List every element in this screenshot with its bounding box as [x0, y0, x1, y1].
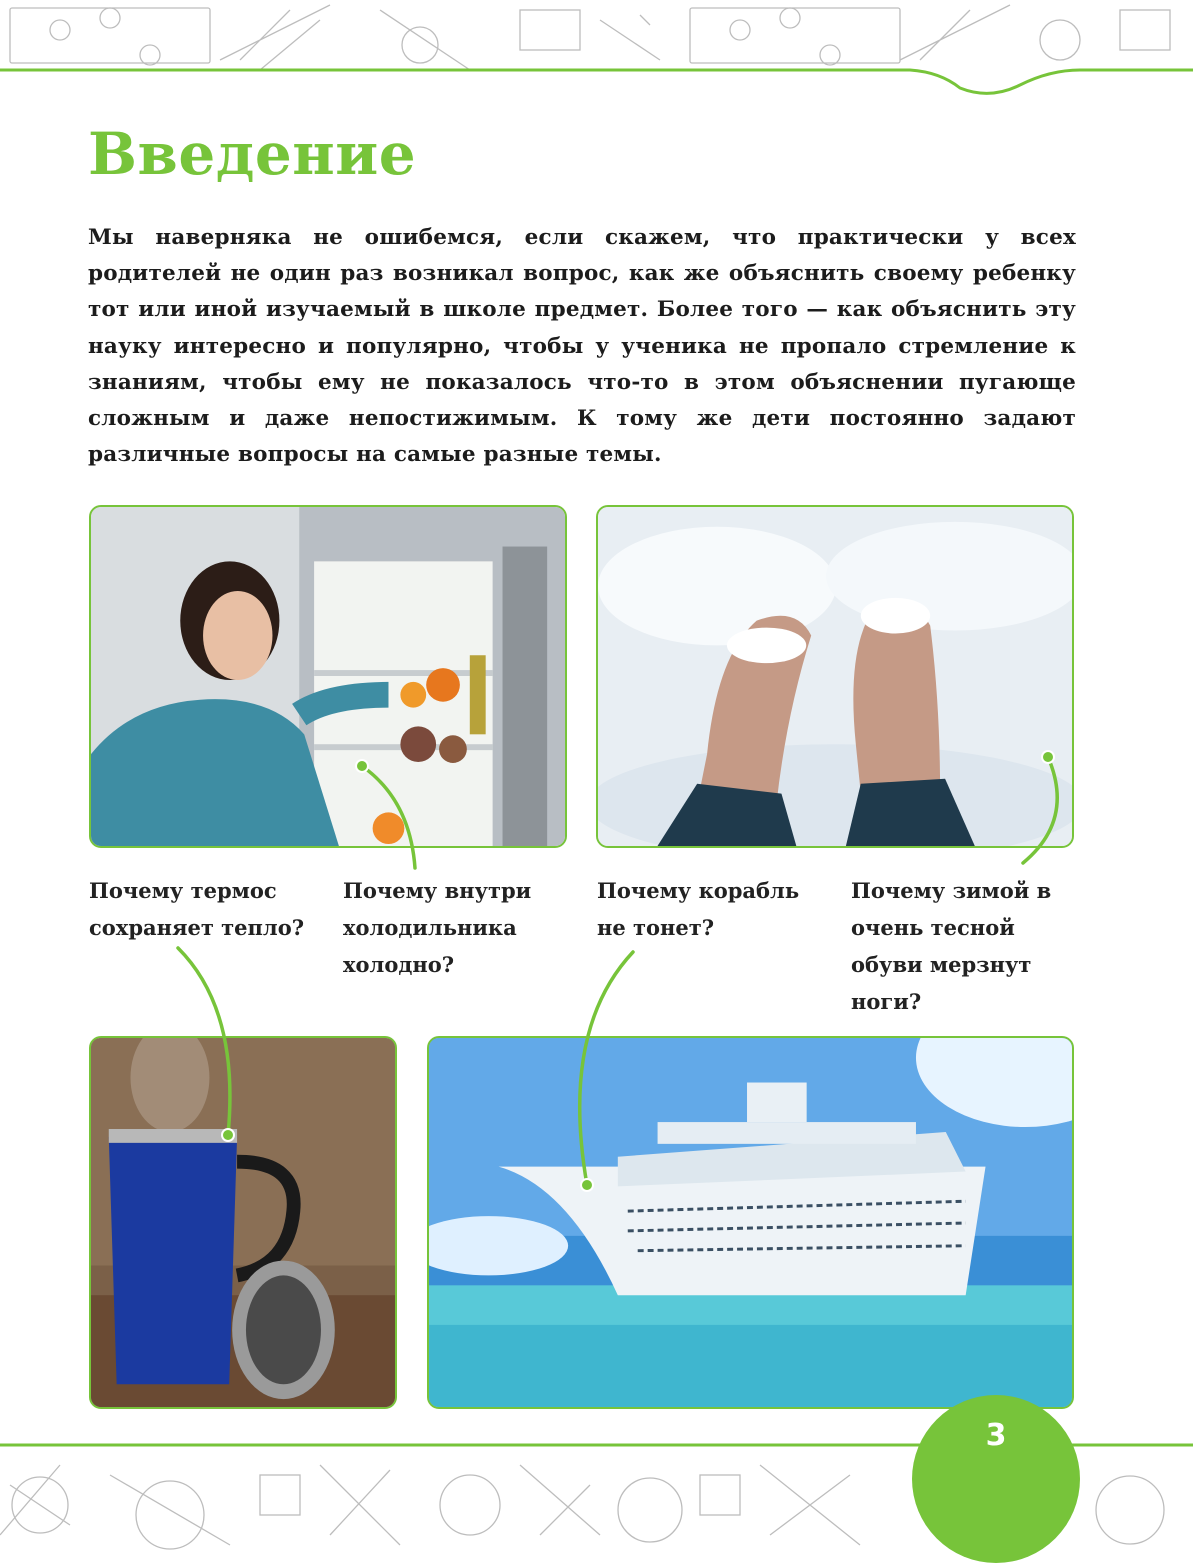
question-thermos: Почему термос сохраняет тепло? [89, 878, 305, 940]
snow-boots-photo [596, 505, 1074, 848]
question-ship: Почему корабль не тонет? [597, 878, 800, 940]
top-decorative-band [0, 0, 1193, 95]
fridge-photo [89, 505, 567, 848]
page-title: Введение [88, 120, 417, 188]
cruise-ship-photo [427, 1036, 1074, 1409]
thermos-photo [89, 1036, 397, 1409]
page-number: 3 [985, 1418, 1007, 1453]
question-winter: Почему зимой в очень тесной обуви мерзнут ноги? [851, 878, 1052, 1014]
intro-paragraph: Мы наверняка не ошибемся, если скажем, что практически у всех родителей не один раз возникал вопрос, как же объяснить своему ребенку тот или иной изучаемый в школе предмет. Более того — как объяснить эту науку интересно и популярно, чтобы у ученика не пропало стремление к знаниям, чтобы ему не показалось что-то в этом объяснении пугающе сложным и даже непостижимым. К тому же дети постоянно задают различные вопросы на самые разные темы. [88, 225, 1076, 468]
question-fridge: Почему внутри холодильника холодно? [343, 878, 532, 977]
